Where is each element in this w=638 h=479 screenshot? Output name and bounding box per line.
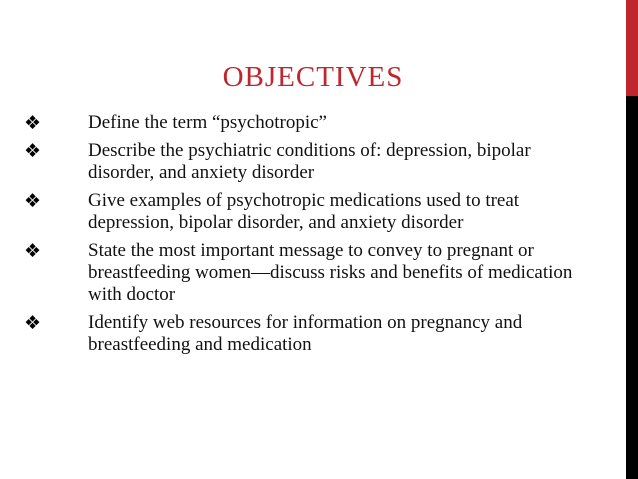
bullet-text: Give examples of psychotropic medications used to treat depression, bipolar disorder, and anxiety disorder <box>88 190 520 233</box>
diamond-bullet-icon: ❖ <box>24 190 42 212</box>
list-item <box>24 140 584 184</box>
list-item <box>24 312 584 356</box>
bullet-text: Identify web resources for information on pregnancy and breastfeeding and medication <box>88 312 523 355</box>
bullet-text: Describe the psychiatric conditions of: depression, bipolar disorder, and anxiety disorder <box>88 140 531 183</box>
list-item <box>24 240 584 306</box>
diamond-bullet-icon: ❖ <box>24 312 42 334</box>
list-item <box>24 190 584 234</box>
slide-title: OBJECTIVES <box>222 61 404 93</box>
diamond-bullet-icon: ❖ <box>24 140 42 162</box>
accent-bar-black <box>626 96 638 479</box>
objectives-list <box>24 112 584 362</box>
list-item <box>24 112 584 134</box>
diamond-bullet-icon: ❖ <box>24 112 42 134</box>
accent-bar-red <box>626 0 638 96</box>
bullet-text: State the most important message to convey to pregnant or breastfeeding women—discuss risks and benefits of medication with doctor <box>88 240 573 305</box>
diamond-bullet-icon: ❖ <box>24 240 42 262</box>
bullet-text: Define the term “psychotropic” <box>88 112 327 133</box>
